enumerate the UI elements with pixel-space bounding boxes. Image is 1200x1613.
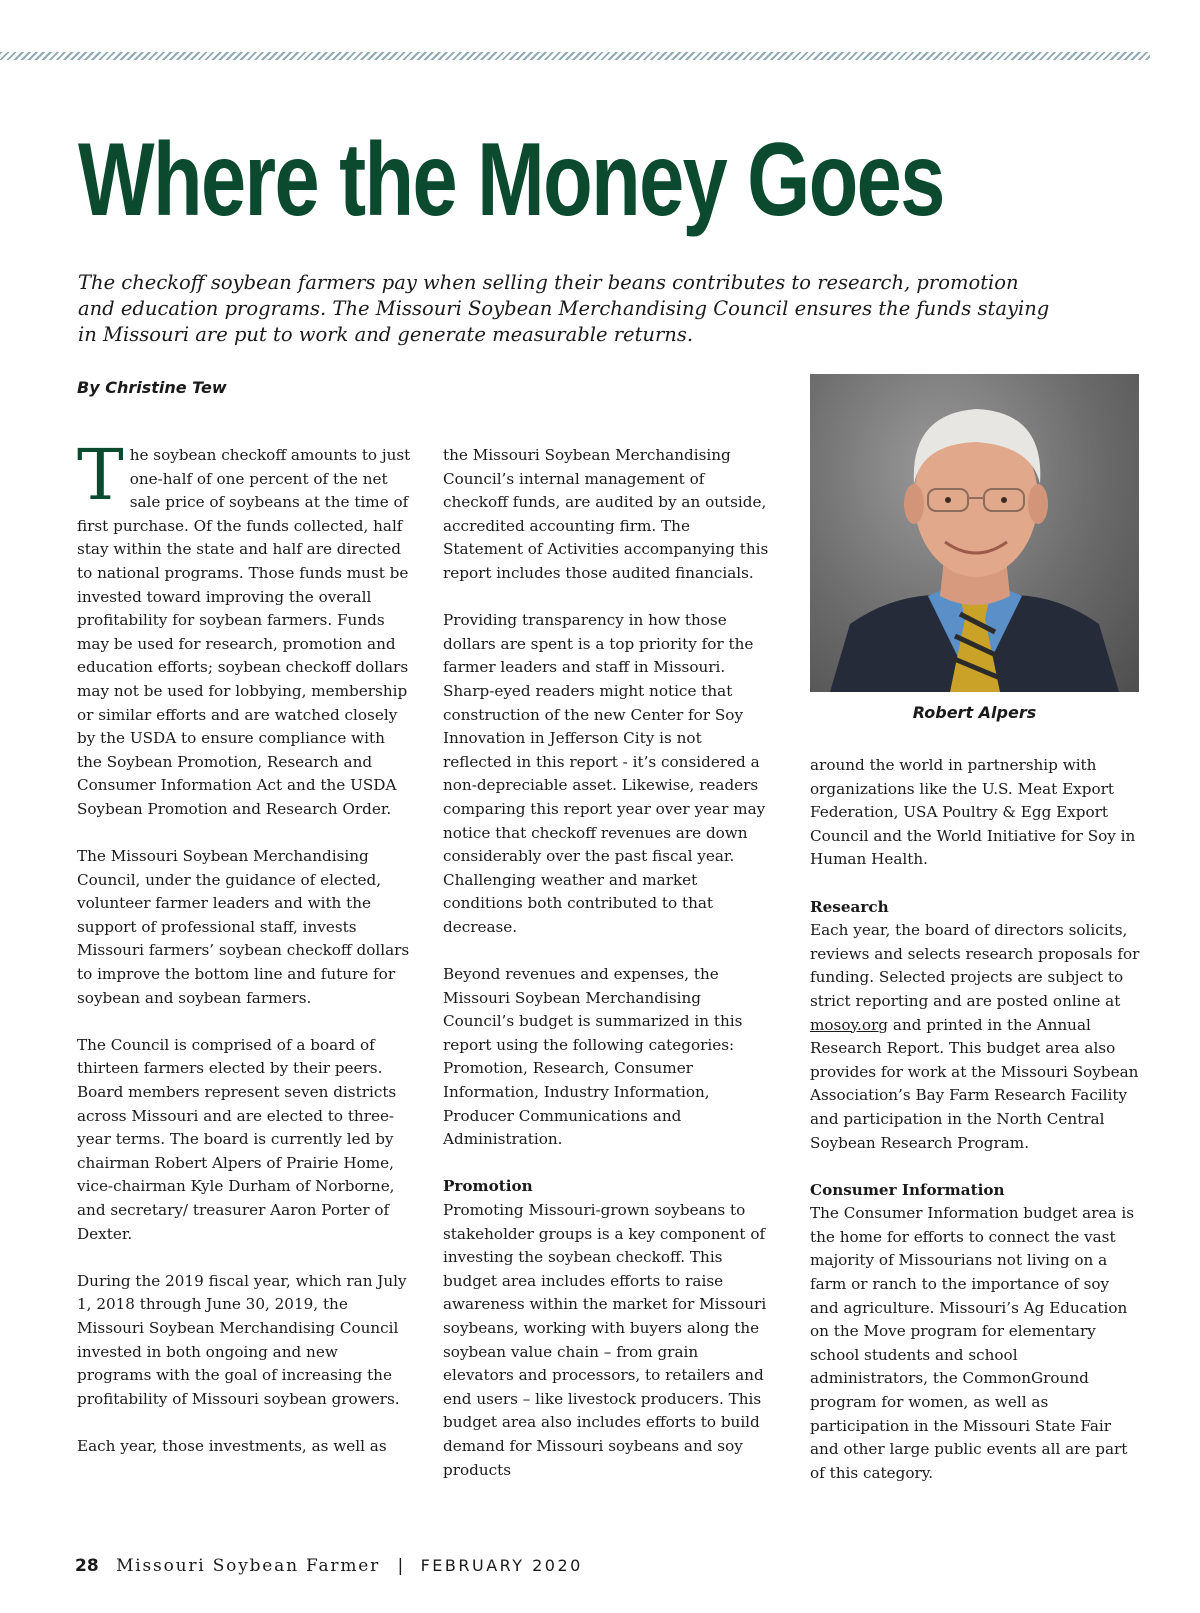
magazine-name: Missouri Soybean Farmer xyxy=(116,1556,381,1576)
paragraph: Providing transparency in how those dollars are spent is a top priority for the farmer leaders and staff in Missouri. Sharp-eyed readers might notice that construction of the new Center for Soy Innovation in Jefferson City is not reflected in this report - it’s considered a non-depreciable asset. Likewise, readers comparing this report year over year may notice that checkoff revenues are down considerably over the past fiscal year. Challenging weather and market conditions both contributed to that decrease. xyxy=(443,611,766,936)
article-title: Where the Money Goes xyxy=(78,122,944,238)
issue-date: FEBRUARY 2020 xyxy=(420,1556,583,1575)
page-number: 28 xyxy=(75,1556,99,1576)
paragraph-text: and printed in the Annual Research Report. This budget area also provides for work at the Missouri Soybean Association’s Bay Farm Research Facility and participation in the North Central Soybean Research Program. xyxy=(810,1015,1139,1152)
paragraph: the Missouri Soybean Merchandising Council’s internal management of checkoff funds, are audited by an outside, accredited accounting firm. The Statement of Activities accompanying this report includes those audited financials. xyxy=(443,446,769,582)
paragraph: Beyond revenues and expenses, the Missouri Soybean Merchandising Council’s budget is summarized in this report using the following categories: Promotion, Research, Consumer Information, Industry Information, Producer Communications and Administration. xyxy=(443,965,743,1149)
footer-separator: | xyxy=(397,1556,404,1576)
article-column-2 xyxy=(443,444,773,1506)
article-byline: By Christine Tew xyxy=(77,378,227,397)
drop-cap: T xyxy=(77,434,124,516)
portrait-illustration xyxy=(810,374,1139,692)
portrait-photo xyxy=(810,374,1139,692)
section-heading-research: Research xyxy=(810,897,889,916)
paragraph: During the 2019 fiscal year, which ran July 1, 2018 through June 30, 2019, the Missouri Soybean Merchandising Council invested in both ongoing and new programs with the goal of increasing the profitability of Missouri soybean growers. xyxy=(77,1271,407,1408)
article-column-3 xyxy=(810,754,1140,1509)
paragraph: The Consumer Information budget area is the home for efforts to connect the vast majority of Missourians not living on a farm or ranch to the importance of soy and agriculture. Missouri’s Ag Education on the Move program for elementary school students and school administrators, the CommonGround program for women, as well as participation in the Missouri State Fair and other large public events all are part of this category. xyxy=(810,1204,1135,1482)
photo-caption: Robert Alpers xyxy=(912,703,1037,722)
page-footer xyxy=(75,1556,583,1576)
section-heading-consumer-information: Consumer Information xyxy=(810,1180,1005,1199)
paragraph-text: Each year, the board of directors solicits, reviews and selects research proposals for funding. Selected projects are subject to strict reporting and are posted online at xyxy=(810,921,1140,1010)
article-deck: The checkoff soybean farmers pay when selling their beans contributes to research, promotion and education programs. The Missouri Soybean Merchandising Council ensures the funds staying in Missouri are put to work and generate measurable returns. xyxy=(78,271,1050,346)
decorative-top-stripe xyxy=(0,52,1150,60)
paragraph xyxy=(77,434,412,822)
section-heading-promotion: Promotion xyxy=(443,1177,533,1196)
paragraph: The Council is comprised of a board of thirteen farmers elected by their peers. Board members represent seven districts across Missouri and are elected to three-year terms. The board is currently led by chairman Robert Alpers of Prairie Home, vice-chairman Kyle Durham of Norborne, and secretary/ treasurer Aaron Porter of Dexter. xyxy=(77,1035,397,1243)
paragraph: The Missouri Soybean Merchandising Council, under the guidance of elected, volunteer farmer leaders and with the support of professional staff, invests Missouri farmers’ soybean checkoff dollars to improve the bottom line and future for soybean and soybean farmers. xyxy=(77,847,410,1007)
article-column-1 xyxy=(77,434,412,1482)
paragraph: Each year, those investments, as well as xyxy=(77,1436,387,1455)
paragraph: around the world in partnership with organizations like the U.S. Meat Export Federation, USA Poultry & Egg Export Council and the World Initiative for Soy in Human Health. xyxy=(810,756,1136,869)
paragraph: Promoting Missouri-grown soybeans to stakeholder groups is a key component of investing the soybean checkoff. This budget area includes efforts to raise awareness within the market for Missouri soybeans, working with buyers along the soybean value chain – from grain elevators and processors, to retailers and end users – like livestock producers. This budget area also includes efforts to build demand for Missouri soybeans and soy products xyxy=(443,1201,767,1479)
paragraph xyxy=(810,919,1140,1155)
mosoy-link[interactable]: mosoy.org xyxy=(810,1015,888,1034)
paragraph-text: he soybean checkoff amounts to just one-half of one percent of the net sale price of soybeans at the time of first purchase. Of the funds collected, half stay within the state and half are directed to national programs. Those funds must be invested toward improving the overall profitability for soybean farmers. Funds may be used for research, promotion and education efforts; soybean checkoff dollars may not be used for lobbying, membership or similar efforts and are watched closely by the USDA to ensure compliance with the Soybean Promotion, Research and Consumer Information Act and the USDA Soybean Promotion and Research Order. xyxy=(77,446,411,818)
